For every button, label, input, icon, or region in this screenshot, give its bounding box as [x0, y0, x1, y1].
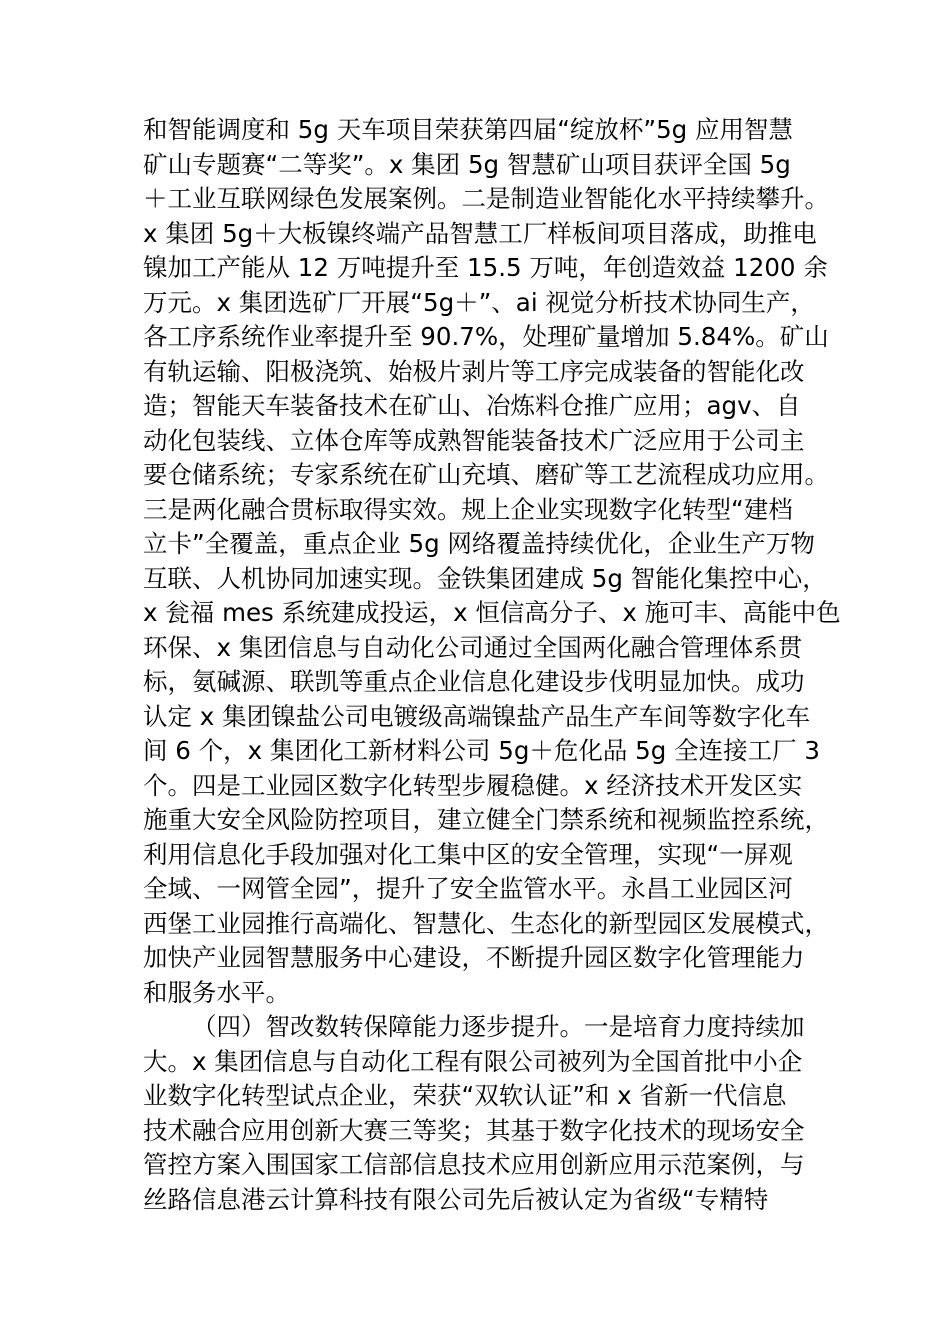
text-line: 和智能调度和 5g 天车项目荣获第四届“绽放杯”5g 应用智慧 [143, 115, 794, 144]
text-line: x 集团 5g＋大板镍终端产品智慧工厂样板间项目落成，助推电 [143, 218, 817, 248]
text-line: 施重大安全风险防控项目，建立健全门禁系统和视频监控系统， [143, 805, 829, 834]
text-line: 技术融合应用创新大赛三等奖；其基于数字化技术的现场安全 [143, 1115, 805, 1145]
text-line: ＋工业互联网绿色发展案例。二是制造业智能化水平持续攀升。 [143, 184, 829, 213]
text-line: 各工序系统作业率提升至 90.7%，处理矿量增加 5.84%。矿山 [143, 322, 829, 351]
text-line: 间 6 个，x 集团化工新材料公司 5g＋危化品 5g 全连接工厂 3 [143, 736, 820, 765]
text-line: 西堡工业园推行高端化、智慧化、生态化的新型园区发展模式， [143, 908, 829, 938]
text-line: 个。四是工业园区数字化转型步履稳健。x 经济技术开发区实 [143, 770, 803, 800]
text-line: 管控方案入围国家工信部信息技术应用创新应用示范案例，与 [143, 1150, 805, 1179]
text-line: 镍加工产能从 12 万吨提升至 15.5 万吨，年创造效益 1200 余 [143, 253, 828, 282]
text-line: 动化包装线、立体仓库等成熟智能装备技术广泛应用于公司主 [143, 425, 805, 455]
text-line: 万元。x 集团选矿厂开展“5g＋”、ai 视觉分析技术协同生产， [143, 287, 815, 317]
text-line: 和服务水平。 [143, 977, 290, 1007]
text-line: 三是两化融合贯标取得实效。规上企业实现数字化转型“建档 [143, 494, 793, 524]
text-line: 立卡”全覆盖，重点企业 5g 网络覆盖持续优化，企业生产万物 [143, 529, 815, 558]
text-line: 加快产业园智慧服务中心建设，不断提升园区数字化管理能力 [143, 943, 805, 972]
text-line: 有轨运输、阳极浇筑、始极片剥片等工序完成装备的智能化改 [143, 356, 805, 386]
text-line: 造；智能天车装备技术在矿山、冶炼料仓推广应用；agv、自 [143, 391, 801, 420]
text-line: 环保、x 集团信息与自动化公司通过全国两化融合管理体系贯 [143, 632, 803, 662]
text-line: 认定 x 集团镍盐公司电镀级高端镍盐产品生产车间等数字化车 [143, 701, 811, 731]
text-line: x 瓮福 mes 系统建成投运，x 恒信高分子、x 施可丰、高能中色 [143, 598, 841, 627]
text-line: 全域、一网管全园”，提升了安全监管水平。永昌工业园区河 [143, 874, 793, 903]
text-line: 矿山专题赛“二等奖”。x 集团 5g 智慧矿山项目获评全国 5g [143, 149, 791, 179]
section-heading-line: （四）智改数转保障能力逐步提升。一是培育力度持续加 [192, 1012, 805, 1041]
document-body-text [143, 113, 843, 1217]
text-line: 大。x 集团信息与自动化工程有限公司被列为全国首批中小企 [143, 1046, 803, 1076]
text-line: 丝路信息港云计算科技有限公司先后被认定为省级“专精特 [143, 1184, 769, 1214]
text-line: 要仓储系统；专家系统在矿山充填、磨矿等工艺流程成功应用。 [143, 460, 829, 489]
text-line: 业数字化转型试点企业，荣获“双软认证”和 x 省新一代信息 [143, 1081, 787, 1110]
text-line: 利用信息化手段加强对化工集中区的安全管理，实现“一屏观 [143, 839, 793, 869]
text-line: 标，氨碱源、联凯等重点企业信息化建设步伐明显加快。成功 [143, 667, 805, 696]
text-line: 互联、人机协同加速实现。金铁集团建成 5g 智能化集控中心， [143, 563, 827, 593]
